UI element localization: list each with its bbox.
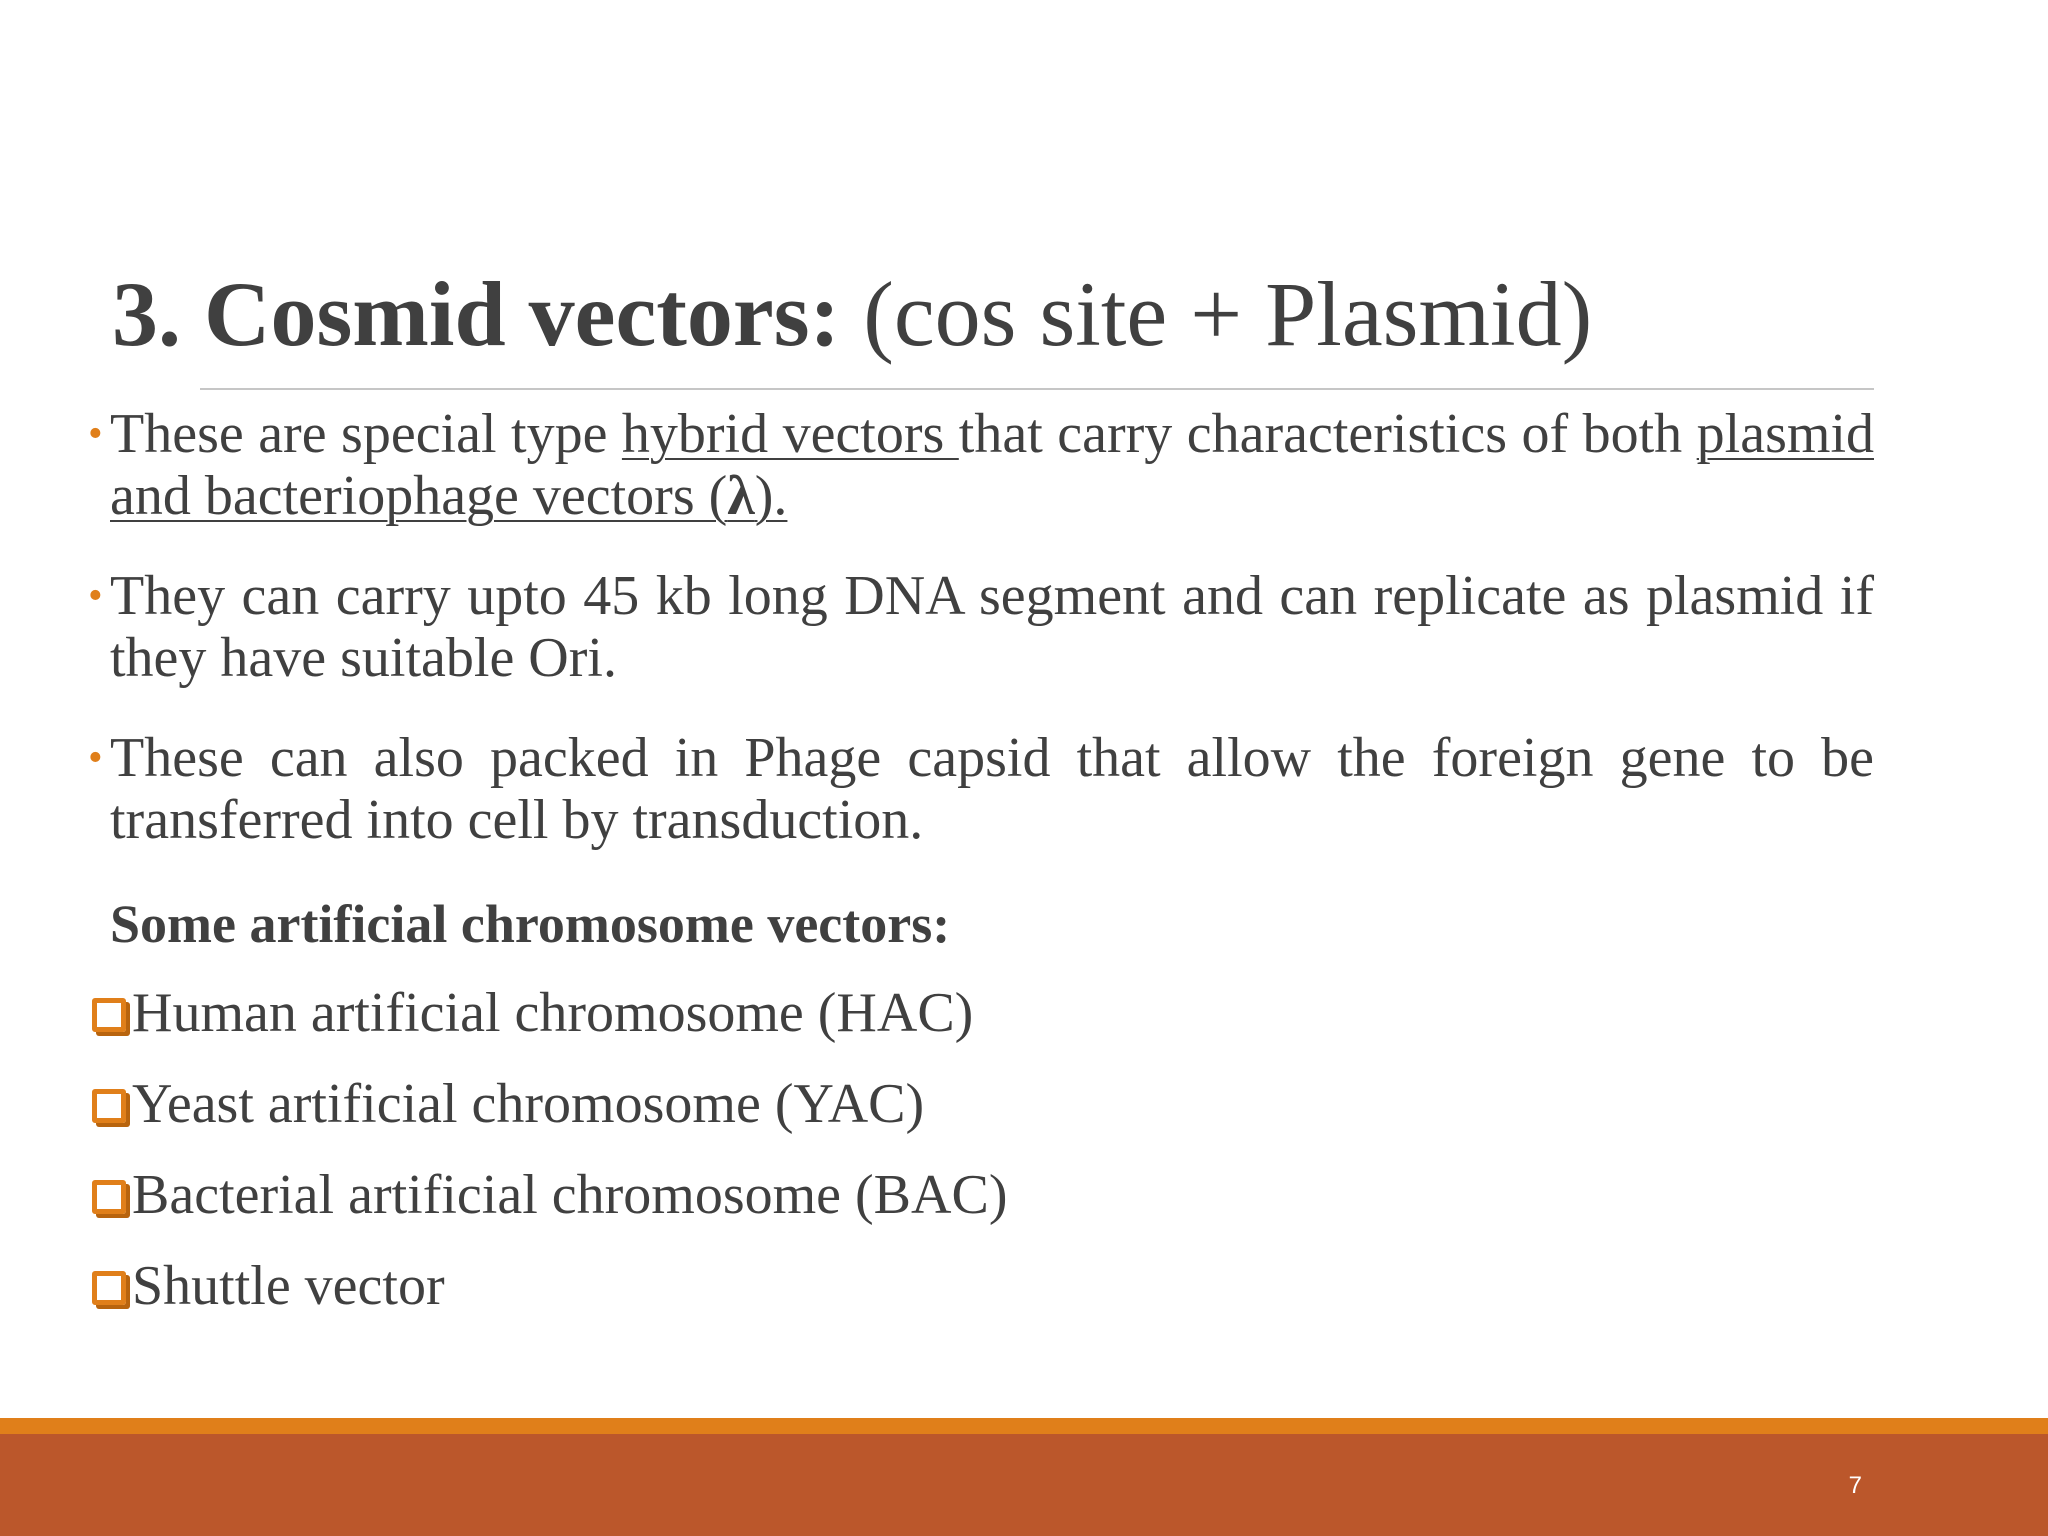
checkbox-bullet-icon xyxy=(92,998,126,1032)
underlined-term: plasmid and bacteriophage vectors ( xyxy=(110,403,1874,527)
checkbox-bullet-icon xyxy=(92,1271,126,1305)
bullet-text: These are special type xyxy=(110,403,622,465)
checklist-label: Yeast artificial chromosome (YAC) xyxy=(132,1073,925,1135)
bullet-item xyxy=(88,403,1874,527)
checklist-item xyxy=(92,1072,1007,1136)
slide-title-rest: (cos site + Plasmid) xyxy=(840,263,1593,365)
checkbox-bullet-icon xyxy=(92,1180,126,1214)
bullet-text: These can also packed in Phage capsid that allow the foreign gene to be transferred into cell by transduction. xyxy=(110,727,1874,851)
footer-bar xyxy=(0,1434,2048,1536)
checklist-label: Shuttle vector xyxy=(132,1255,445,1317)
underlined-term: hybrid vectors xyxy=(621,403,959,465)
bullet-text: that carry characteristics of both xyxy=(958,403,1697,465)
checklist-label: Human artificial chromosome (HAC) xyxy=(132,982,974,1044)
slide-title xyxy=(112,262,1592,368)
footer-accent-stripe xyxy=(0,1418,2048,1434)
section-subheading: Some artificial chromosome vectors: xyxy=(110,894,951,954)
slide-title-bold: 3. Cosmid vectors: xyxy=(112,263,841,365)
checkbox-bullet-icon xyxy=(92,1089,126,1123)
underlined-term: ). xyxy=(754,465,788,527)
checklist-item xyxy=(92,1254,1007,1318)
checkbox-list xyxy=(92,981,1007,1345)
bullet-list xyxy=(88,403,1874,889)
page-number: 7 xyxy=(1848,1472,1862,1499)
bullet-dot-icon: • xyxy=(88,411,103,457)
bullet-dot-icon: • xyxy=(88,735,103,781)
bullet-item xyxy=(88,565,1874,689)
checklist-item xyxy=(92,1163,1007,1227)
bullet-dot-icon: • xyxy=(88,573,103,619)
title-divider xyxy=(200,388,1874,390)
checklist-label: Bacterial artificial chromosome (BAC) xyxy=(132,1164,1008,1226)
bullet-text: They can carry upto 45 kb long DNA segment and can replicate as plasmid if they have suitable Ori. xyxy=(110,565,1874,689)
bullet-item xyxy=(88,727,1874,851)
lambda-symbol: λ xyxy=(727,465,755,527)
checklist-item xyxy=(92,981,1007,1045)
